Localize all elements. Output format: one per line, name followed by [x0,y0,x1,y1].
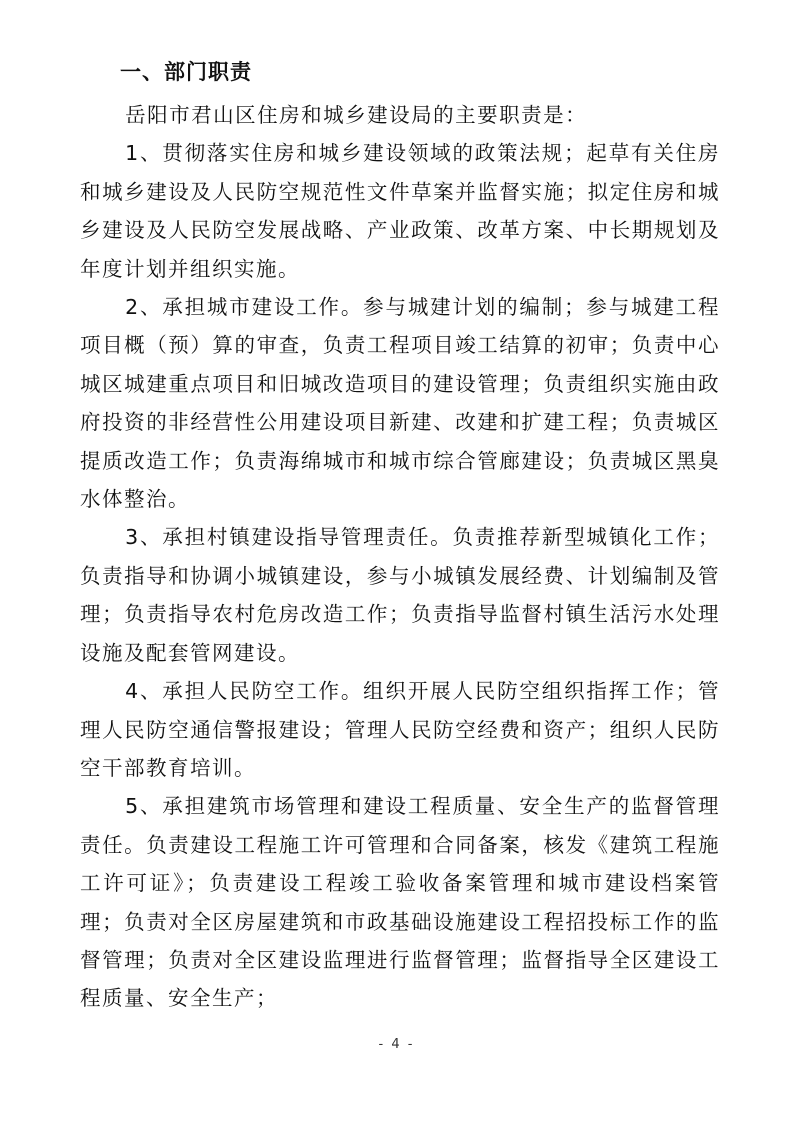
body-text [80,96,720,1018]
duty-paragraph-4: 4、承担人民防空工作。组织开展人民防空组织指挥工作；管理人民防空通信警报建设；管理人民防空经费和资产；组织人民防空干部教育培训。 [80,679,720,780]
intro-paragraph: 岳阳市君山区住房和城乡建设局的主要职责是： [125,103,588,127]
section-heading: 一、部门职责 [120,60,252,84]
duty-paragraph-3: 3、承担村镇建设指导管理责任。负责推荐新型城镇化工作；负责指导和协调小城镇建设，参与小城镇发展经费、计划编制及管理；负责指导农村危房改造工作；负责指导监督村镇生活污水处理设施及配套管网建设。 [80,525,720,665]
page-number: - 4 - [378,1037,415,1052]
duty-paragraph-5: 5、承担建筑市场管理和建设工程质量、安全生产的监督管理责任。负责建设工程施工许可管理和合同备案，核发《建筑工程施工许可证》；负责建设工程竣工验收备案管理和城市建设档案管理；负责对全区房屋建筑和市政基础设施建设工程招投标工作的监督管理；负责对全区建设监理进行监督管理；监督指导全区建设工程质量、安全生产； [80,794,720,1011]
duty-paragraph-1: 1、贯彻落实住房和城乡建设领域的政策法规；起草有关住房和城乡建设及人民防空规范性文件草案并监督实施；拟定住房和城乡建设及人民防空发展战略、产业政策、改革方案、中长期规划及年度计划并组织实施。 [80,141,720,281]
duty-paragraph-2: 2、承担城市建设工作。参与城建计划的编制；参与城建工程项目概（预）算的审查，负责工程项目竣工结算的初审；负责中心城区城建重点项目和旧城改造项目的建设管理；负责组织实施由政府投资的非经营性公用建设项目新建、改建和扩建工程；负责城区提质改造工作；负责海绵城市和城市综合管廊建设；负责城区黑臭水体整治。 [80,295,720,512]
